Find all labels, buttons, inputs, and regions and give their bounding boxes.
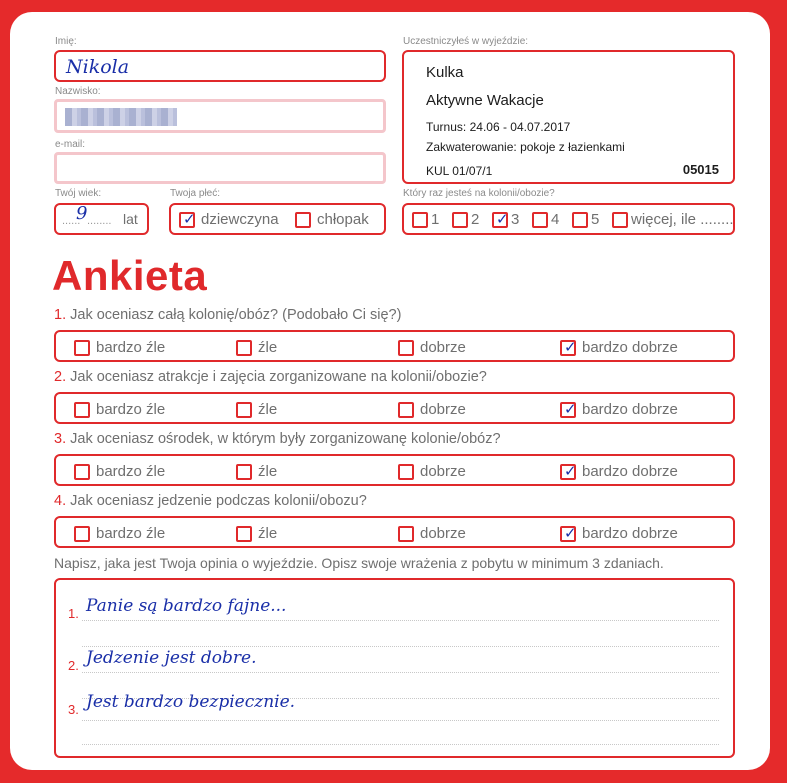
answer-1-number: 1. — [68, 606, 79, 621]
q2-option-very-bad[interactable] — [74, 401, 165, 419]
q2-option-very-bad-label: bardzo źle — [96, 401, 166, 419]
q3-option-very-good-label: bardzo dobrze — [582, 463, 678, 481]
checkbox-times-5[interactable] — [572, 212, 588, 228]
age-dots-after: ........ — [87, 215, 112, 227]
q3-option-bad-label: źle — [258, 463, 278, 481]
q4-checkbox-very-good[interactable] — [560, 526, 576, 542]
question-2 — [54, 369, 487, 385]
q1-option-bad[interactable] — [236, 339, 277, 357]
checkbox-times-1[interactable] — [412, 212, 428, 228]
surname-label: Nazwisko: — [55, 86, 101, 97]
q4-option-bad-label: źle — [258, 525, 278, 543]
question-4 — [54, 493, 367, 509]
answer-line — [82, 672, 719, 673]
question-2-number: 2. — [54, 369, 67, 385]
answer-line — [82, 620, 719, 621]
checkbox-times-4[interactable] — [532, 212, 548, 228]
question-2-text: Jak oceniasz atrakcje i zajęcia zorganizowane na kolonii/obozie? — [70, 369, 487, 385]
trip-code: KUL 01/07/1 — [426, 164, 493, 178]
answer-1-text: Panie są bardzo fajne... — [86, 596, 287, 616]
times-option-3-label: 3 — [511, 211, 520, 229]
accom-value: pokoje z łazienkami — [520, 140, 625, 154]
q4-option-very-good[interactable] — [560, 525, 678, 543]
q3-checkbox-very-good[interactable] — [560, 464, 576, 480]
question-2-options — [54, 392, 735, 424]
question-4-number: 4. — [54, 493, 67, 509]
q4-option-very-good-label: bardzo dobrze — [582, 525, 678, 543]
q4-option-very-bad-label: bardzo źle — [96, 525, 166, 543]
turnus — [426, 120, 570, 134]
name-label: Imię: — [55, 36, 77, 47]
q3-option-good-label: dobrze — [420, 463, 466, 481]
q1-checkbox-good[interactable] — [398, 340, 414, 356]
times-option-2[interactable] — [452, 211, 479, 229]
q1-checkbox-very-bad[interactable] — [74, 340, 90, 356]
q2-option-very-good[interactable] — [560, 401, 678, 419]
turnus-label: Turnus: — [426, 120, 467, 134]
times-option-4-label: 4 — [551, 211, 560, 229]
answer-3-text: Jest bardzo bezpiecznie. — [86, 692, 296, 712]
q3-option-very-good[interactable] — [560, 463, 678, 481]
times-field — [402, 203, 735, 235]
q1-option-bad-label: źle — [258, 339, 278, 357]
q1-checkbox-bad[interactable] — [236, 340, 252, 356]
answer-2-number: 2. — [68, 658, 79, 673]
q4-option-good[interactable] — [398, 525, 466, 543]
gender-option-male[interactable] — [295, 211, 369, 229]
q1-option-very-bad[interactable] — [74, 339, 165, 357]
checkbox-male[interactable] — [295, 212, 311, 228]
q2-checkbox-very-bad[interactable] — [74, 402, 90, 418]
trip-label: Uczestniczyłeś w wyjeździe: — [403, 36, 529, 47]
q1-option-good[interactable] — [398, 339, 466, 357]
q2-option-bad[interactable] — [236, 401, 277, 419]
gender-field — [169, 203, 386, 235]
times-option-5[interactable] — [572, 211, 599, 229]
q3-checkbox-bad[interactable] — [236, 464, 252, 480]
survey-sheet — [10, 12, 770, 770]
trip-name: Aktywne Wakacje — [426, 92, 544, 109]
trip-number: 05015 — [682, 162, 719, 177]
question-4-text: Jak oceniasz jedzenie podczas kolonii/obozu? — [70, 493, 367, 509]
q3-checkbox-very-bad[interactable] — [74, 464, 90, 480]
checkbox-times-more[interactable] — [612, 212, 628, 228]
age-label: Twój wiek: — [55, 188, 102, 199]
question-3-options — [54, 454, 735, 486]
question-1-options — [54, 330, 735, 362]
redacted-surname — [65, 108, 177, 126]
q3-option-bad[interactable] — [236, 463, 277, 481]
opinion-answer-box[interactable] — [54, 578, 735, 758]
age-value: 9 — [76, 203, 88, 224]
age-dots-before: ...... — [62, 215, 81, 227]
answer-line — [82, 744, 719, 745]
surname-field[interactable] — [54, 99, 386, 133]
gender-option-female[interactable] — [179, 211, 279, 229]
q1-checkbox-very-good[interactable] — [560, 340, 576, 356]
accom-label: Zakwaterowanie: — [426, 140, 517, 154]
times-option-1[interactable] — [412, 211, 439, 229]
q1-option-very-bad-label: bardzo źle — [96, 339, 166, 357]
gender-male-label: chłopak — [317, 211, 369, 229]
times-option-3[interactable] — [492, 211, 519, 229]
q4-checkbox-bad[interactable] — [236, 526, 252, 542]
answer-line — [82, 646, 719, 647]
page-title: Ankieta — [52, 252, 208, 299]
question-3 — [54, 431, 501, 447]
gender-female-label: dziewczyna — [201, 211, 279, 229]
times-option-1-label: 1 — [431, 211, 440, 229]
email-field[interactable] — [54, 152, 386, 184]
q4-option-good-label: dobrze — [420, 525, 466, 543]
question-1-number: 1. — [54, 307, 67, 323]
q4-checkbox-good[interactable] — [398, 526, 414, 542]
times-option-5-label: 5 — [591, 211, 600, 229]
turnus-value: 24.06 - 04.07.2017 — [469, 120, 571, 134]
question-1-text: Jak oceniasz całą kolonię/obóz? (Podobało Ci się?) — [70, 307, 402, 323]
q2-option-good-label: dobrze — [420, 401, 466, 419]
q4-option-very-bad[interactable] — [74, 525, 165, 543]
q2-checkbox-good[interactable] — [398, 402, 414, 418]
question-1 — [54, 307, 401, 323]
q2-checkbox-very-good[interactable] — [560, 402, 576, 418]
q3-checkbox-good[interactable] — [398, 464, 414, 480]
q4-checkbox-very-bad[interactable] — [74, 526, 90, 542]
q3-option-very-bad-label: bardzo źle — [96, 463, 166, 481]
trip-org: Kulka — [426, 64, 464, 81]
q1-option-very-good[interactable] — [560, 339, 678, 357]
times-option-more-label: więcej, ile ........ — [631, 211, 734, 229]
trip-info-box — [402, 50, 735, 184]
email-label: e-mail: — [55, 139, 86, 150]
q2-option-bad-label: źle — [258, 401, 278, 419]
q3-option-very-bad[interactable] — [74, 463, 165, 481]
answer-2-text: Jedzenie jest dobre. — [86, 648, 257, 668]
opinion-prompt: Napisz, jaka jest Twoja opinia o wyjeździe. Opisz swoje wrażenia z pobytu w minimum 3 zdaniach. — [54, 555, 664, 571]
checkbox-female[interactable] — [179, 212, 195, 228]
times-option-more[interactable] — [612, 211, 734, 229]
times-option-4[interactable] — [532, 211, 559, 229]
answer-3-number: 3. — [68, 702, 79, 717]
gender-label: Twoja płeć: — [170, 188, 221, 199]
accommodation — [426, 140, 625, 154]
q3-option-good[interactable] — [398, 463, 466, 481]
checkbox-times-3[interactable] — [492, 212, 508, 228]
checkbox-times-2[interactable] — [452, 212, 468, 228]
age-field[interactable] — [54, 203, 149, 235]
name-value: Nikola — [66, 56, 130, 78]
q2-option-very-good-label: bardzo dobrze — [582, 401, 678, 419]
name-field[interactable] — [54, 50, 386, 82]
question-3-text: Jak oceniasz ośrodek, w którym były zorganizowanę kolonie/obóz? — [70, 431, 501, 447]
q2-option-good[interactable] — [398, 401, 466, 419]
q1-option-very-good-label: bardzo dobrze — [582, 339, 678, 357]
answer-line — [82, 720, 719, 721]
times-option-2-label: 2 — [471, 211, 480, 229]
times-label: Który raz jesteś na kolonii/obozie? — [403, 188, 555, 199]
q2-checkbox-bad[interactable] — [236, 402, 252, 418]
age-unit: lat — [123, 211, 138, 227]
q4-option-bad[interactable] — [236, 525, 277, 543]
question-3-number: 3. — [54, 431, 67, 447]
question-4-options — [54, 516, 735, 548]
q1-option-good-label: dobrze — [420, 339, 466, 357]
